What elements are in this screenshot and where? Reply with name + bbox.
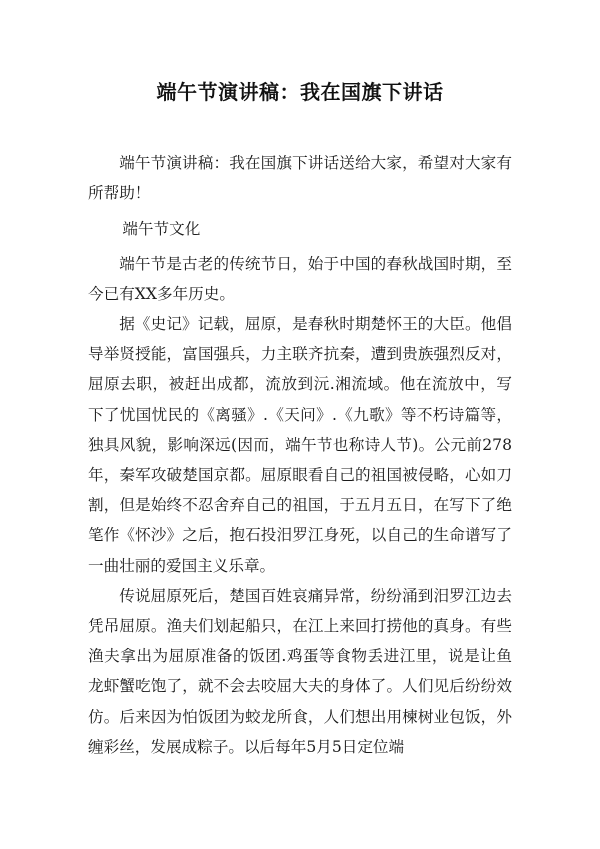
- document-body: [88, 148, 512, 762]
- paragraph: 传说屈原死后，楚国百姓哀痛异常，纷纷涌到汨罗江边去凭吊屈原。渔夫们划起船只，在江上来回打捞他的真身。有些渔夫拿出为屈原准备的饭团.鸡蛋等食物丢进江里，说是让鱼龙虾蟹吃饱了，就不会去咬屈大夫的身体了。人们见后纷纷效仿。后来因为怕饭团为蛟龙所食，人们想出用楝树业包饭，外缠彩丝，发展成粽子。以后每年5月5日定位端: [88, 586, 512, 756]
- intro-paragraph: 端午节演讲稿：我在国旗下讲话送给大家，希望对大家有所帮助！: [88, 154, 512, 203]
- page-title: 端午节演讲稿：我在国旗下讲话: [156, 80, 444, 104]
- paragraph: 据《史记》记载，屈原，是春秋时期楚怀王的大臣。他倡导举贤授能，富国强兵，力主联齐抗秦，遭到贵族强烈反对，屈原去职，被赶出成都，流放到沅.湘流域。他在流放中，写下了忧国忧民的《离骚》.《天问》.《九歌》等不朽诗篇等，独具风貌，影响深远(因而，端午节也称诗人节)。公元前278年，秦军攻破楚国京都。屈原眼看自己的祖国被侵略，心如刀割，但是始终不忍舍弃自己的祖国，于五月五日，在写下了绝笔作《怀沙》之后，抱石投汨罗江身死，以自己的生命谱写了一曲壮丽的爱国主义乐章。: [88, 315, 512, 575]
- section-heading: 端午节文化: [122, 220, 201, 239]
- paragraph: 端午节是古老的传统节日，始于中国的春秋战国时期，至今已有XX多年历史。: [88, 254, 512, 303]
